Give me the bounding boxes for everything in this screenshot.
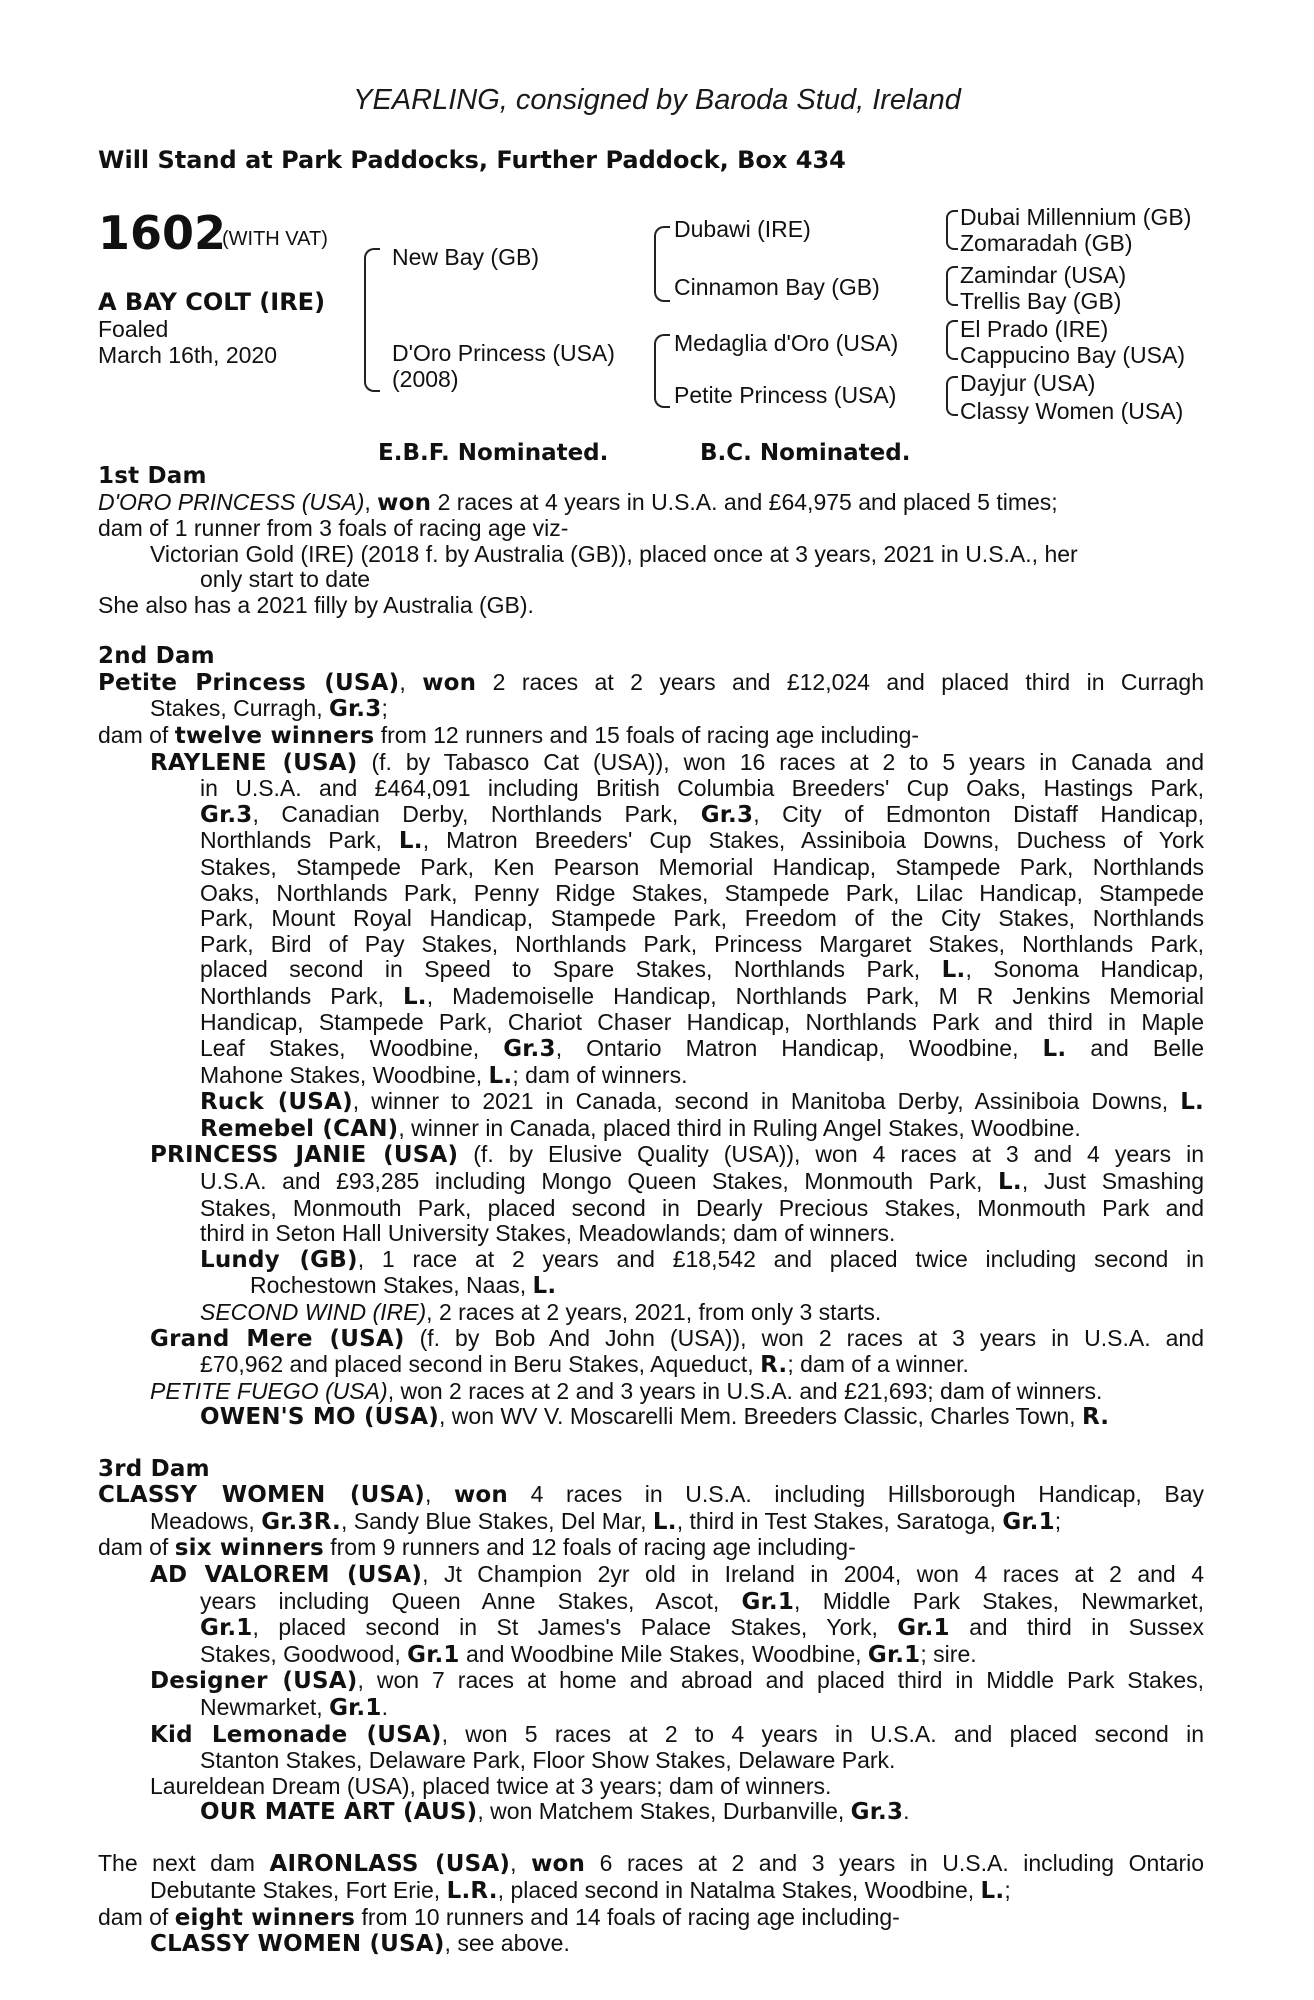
text: , 1 race at 2 years and £18,542 and placed twice including second in xyxy=(357,1245,1204,1272)
princess-janie-line xyxy=(98,1169,1204,1196)
pedigree-g6: Cappucino Bay (USA) xyxy=(960,342,1185,368)
won-label: won xyxy=(377,489,432,516)
kid-lemonade-line xyxy=(98,1722,1204,1749)
horse-name: Remebel (CAN) xyxy=(200,1115,399,1142)
ad-valorem-line xyxy=(98,1615,1204,1642)
grade: Gr.3R. xyxy=(261,1508,341,1535)
text: Rochestown Stakes, Naas, xyxy=(250,1272,533,1299)
text: , placed second in St James's Palace Stakes, York, xyxy=(252,1614,898,1641)
text: (f. by Bob And John (USA)), won 2 races at 3 years in U.S.A. and xyxy=(404,1324,1204,1351)
raylene-line: Park, Mount Royal Handicap, Stampede Park, Freedom of the City Stakes, Northlands xyxy=(200,905,1204,932)
text: , 2 races at 2 years, 2021, from only 3 starts. xyxy=(426,1299,882,1325)
brace-g7 xyxy=(946,376,958,416)
grand-mere-line xyxy=(98,1352,1204,1379)
stand-location: Will Stand at Park Paddocks, Further Paddock, Box 434 xyxy=(98,146,846,174)
text: , Jt Champion 2yr old in Ireland in 2004, won 4 races at 2 and 4 xyxy=(422,1560,1204,1587)
pedigree-dam: D'Oro Princess (USA) xyxy=(392,340,615,366)
princess-janie-line: Stakes, Monmouth Park, placed second in Dearly Precious Stakes, Monmouth Park and xyxy=(200,1194,1204,1221)
text: years including Queen Anne Stakes, Ascot, xyxy=(200,1587,742,1614)
ad-valorem-line xyxy=(98,1562,1204,1589)
dam-name: CLASSY WOMEN (USA) xyxy=(98,1482,425,1509)
produce-entry-cont: only start to date xyxy=(200,566,371,593)
brace-generation-1 xyxy=(364,248,380,392)
won-label: won xyxy=(422,669,477,696)
text: 2 races at 2 years and £12,024 and placed third in Curragh xyxy=(476,668,1205,695)
raylene-line xyxy=(98,802,1204,829)
grade: Gr.1 xyxy=(329,1694,382,1721)
text: , placed second in Natalma Stakes, Woodbine, xyxy=(497,1877,981,1904)
grand-mere-line xyxy=(98,1326,1204,1353)
grade: L. xyxy=(652,1508,677,1535)
text: U.S.A. and £93,285 including Mongo Queen Stakes, Monmouth Park, xyxy=(200,1168,999,1195)
text: £70,962 and placed second in Beru Stakes, Aqueduct, xyxy=(200,1351,761,1378)
grade: L. xyxy=(980,1878,1005,1905)
lundy-line xyxy=(98,1273,1204,1300)
text: Stakes, Curragh, xyxy=(150,695,329,722)
horse-name: CLASSY WOMEN (USA) xyxy=(150,1931,445,1958)
petite-fuego-line xyxy=(98,1379,1204,1405)
grade: L. xyxy=(532,1273,557,1300)
horse-name: OWEN'S MO (USA) xyxy=(200,1404,440,1431)
text: dam of xyxy=(98,1903,175,1930)
text: from 10 runners and 14 foals of racing age including- xyxy=(355,1903,900,1930)
winners-count: eight winners xyxy=(174,1904,356,1931)
text: , Mademoiselle Handicap, Northlands Park, M R Jenkins Memorial xyxy=(426,982,1204,1009)
won-label: won xyxy=(531,1851,586,1878)
kid-lemonade-line: Stanton Stakes, Delaware Park, Floor Show Stakes, Delaware Park. xyxy=(200,1747,896,1774)
text: Debutante Stakes, Fort Erie, xyxy=(150,1877,447,1904)
grade: Gr.1 xyxy=(407,1641,460,1668)
text: placed second in Speed to Spare Stakes, Northlands Park, xyxy=(200,956,942,983)
text: and third in Sussex xyxy=(949,1614,1204,1641)
first-dam-line xyxy=(98,490,1204,517)
grade: L. xyxy=(998,1169,1022,1196)
text: Mahone Stakes, Woodbine, xyxy=(200,1061,489,1088)
ebf-nomination: E.B.F. Nominated. xyxy=(378,440,609,466)
text: Leaf Stakes, Woodbine, xyxy=(200,1035,504,1062)
horse-name: PETITE FUEGO (USA) xyxy=(150,1377,388,1404)
ad-valorem-line xyxy=(98,1589,1204,1616)
pedigree-g8: Classy Women (USA) xyxy=(960,398,1184,424)
text: , won Matchem Stakes, Durbanville, xyxy=(477,1798,851,1825)
pedigree-sire: New Bay (GB) xyxy=(392,244,539,270)
text: , winner to 2021 in Canada, second in Manitoba Derby, Assiniboia Downs, xyxy=(352,1088,1181,1115)
pedigree-g7: Dayjur (USA) xyxy=(960,370,1096,396)
text: 6 races at 2 and 3 years in U.S.A. including Ontario xyxy=(585,1850,1205,1877)
our-mate-art-line xyxy=(98,1799,1204,1826)
pedigree-dam-dam: Petite Princess (USA) xyxy=(674,382,897,408)
pedigree-g5: El Prado (IRE) xyxy=(960,316,1109,342)
text: Meadows, xyxy=(150,1507,262,1534)
text: , Canadian Derby, Northlands Park, xyxy=(252,800,701,827)
winners-count: twelve winners xyxy=(174,722,375,749)
grade: L. xyxy=(941,957,966,984)
text: ; sire. xyxy=(920,1640,977,1667)
grade: Gr.1 xyxy=(741,1588,795,1615)
raylene-line: Park, Bird of Pay Stakes, Northlands Park, Princess Margaret Stakes, Northlands Park, xyxy=(200,930,1204,957)
next-dam-line xyxy=(98,1851,1204,1878)
text: , won 5 races at 2 to 4 years in U.S.A. and placed second in xyxy=(441,1720,1204,1747)
horse-name: AD VALOREM (USA) xyxy=(150,1561,423,1588)
raylene-line xyxy=(98,984,1204,1011)
won-label: won xyxy=(453,1482,508,1509)
horse-name: PRINCESS JANIE (USA) xyxy=(150,1142,459,1169)
text: (f. by Tabasco Cat (USA)), won 16 races at 2 to 5 years in Canada and xyxy=(357,748,1204,775)
raylene-line: Oaks, Northlands Park, Penny Ridge Stakes, Stampede Park, Lilac Handicap, Stampede xyxy=(200,879,1204,906)
text: , xyxy=(424,1481,454,1508)
grade: L.R. xyxy=(446,1878,498,1905)
text: Northlands Park, xyxy=(200,982,403,1009)
next-dam-line-cont xyxy=(98,1878,1204,1905)
text: Newmarket, xyxy=(200,1693,330,1720)
text: (f. by Elusive Quality (USA)), won 4 races at 3 and 4 years in xyxy=(458,1141,1204,1168)
grade: Gr.3 xyxy=(700,801,754,828)
bc-nomination: B.C. Nominated. xyxy=(700,440,911,466)
brace-g5 xyxy=(946,320,958,360)
grade: Gr.1 xyxy=(200,1615,253,1642)
text: 4 races in U.S.A. including Hillsborough Handicap, Bay xyxy=(507,1481,1204,1508)
raylene-line xyxy=(98,1036,1204,1063)
grade: L. xyxy=(1180,1089,1204,1116)
raylene-line xyxy=(98,750,1204,777)
raylene-line: in U.S.A. and £464,091 including British Columbia Breeders' Cup Oaks, Hastings Park, xyxy=(200,775,1204,802)
text: . xyxy=(903,1798,910,1825)
grade: Gr.1 xyxy=(867,1641,921,1668)
text: , xyxy=(510,1850,532,1877)
text: , won 7 races at home and abroad and placed third in Middle Park Stakes, xyxy=(357,1667,1204,1694)
horse-name: OUR MATE ART (AUS) xyxy=(200,1799,478,1826)
second-dam-line-cont xyxy=(98,696,1204,723)
raylene-line: Stakes, Stampede Park, Ken Pearson Memorial Handicap, Stampede Park, Northlands xyxy=(200,853,1204,880)
text: ; dam of a winner. xyxy=(787,1351,969,1378)
grade: Gr.1 xyxy=(897,1615,950,1642)
pedigree-g1: Dubai Millennium (GB) xyxy=(960,204,1192,230)
first-dam-note: She also has a 2021 filly by Australia (GB). xyxy=(98,591,534,618)
text: The next dam xyxy=(98,1850,270,1877)
text: from 12 runners and 15 foals of racing age including- xyxy=(374,721,920,748)
pedigree-g3: Zamindar (USA) xyxy=(960,262,1127,288)
text: , xyxy=(364,488,378,515)
text: dam of xyxy=(98,721,175,748)
raylene-line xyxy=(98,957,1204,984)
dam-name: D'ORO PRINCESS (USA) xyxy=(98,488,365,515)
text: , Sandy Blue Stakes, Del Mar, xyxy=(340,1507,653,1534)
text: ; xyxy=(1054,1507,1062,1534)
text: , winner in Canada, placed third in Ruling Angel Stakes, Woodbine. xyxy=(398,1114,1081,1141)
pedigree-dam-year: (2008) xyxy=(392,366,459,392)
grade: Gr.3 xyxy=(850,1799,904,1826)
text: 2 races at 4 years in U.S.A. and £64,975 and placed 5 times; xyxy=(431,488,1058,515)
remebel-line xyxy=(98,1116,1204,1143)
princess-janie-line xyxy=(98,1142,1204,1169)
grade: Gr.3 xyxy=(200,801,253,828)
brace-g3 xyxy=(946,266,958,306)
winners-count: six winners xyxy=(174,1535,324,1562)
brace-dam-line xyxy=(654,334,670,408)
dam-name: Petite Princess (USA) xyxy=(98,669,400,696)
next-dam-produce-line xyxy=(98,1905,1204,1932)
grade: Gr.3 xyxy=(503,1036,556,1063)
text: and Belle xyxy=(1066,1035,1204,1062)
horse-name: Ruck (USA) xyxy=(200,1089,353,1116)
pedigree-notes xyxy=(98,464,1204,1958)
designer-line xyxy=(98,1668,1204,1695)
text: , see above. xyxy=(444,1930,570,1957)
second-dam-line xyxy=(98,670,1204,697)
foaled-label: Foaled xyxy=(98,316,169,342)
first-dam-heading: 1st Dam xyxy=(98,463,207,489)
text: Northlands Park, xyxy=(200,827,399,854)
third-dam-produce-line xyxy=(98,1535,1204,1562)
page-title: YEARLING, consigned by Baroda Stud, Ireland xyxy=(353,84,961,116)
grade: Gr.3 xyxy=(328,696,382,723)
text: , xyxy=(399,668,423,695)
horse-name: Grand Mere (USA) xyxy=(150,1325,405,1352)
owens-mo-line xyxy=(98,1404,1204,1431)
text: . xyxy=(381,1693,388,1720)
foaled-date: March 16th, 2020 xyxy=(98,342,278,368)
horse-name: Designer (USA) xyxy=(150,1668,358,1695)
brace-g1 xyxy=(946,210,958,250)
grade: L. xyxy=(402,983,427,1010)
text: and Woodbine Mile Stakes, Woodbine, xyxy=(459,1640,868,1667)
horse-name: A BAY COLT (IRE) xyxy=(98,288,326,316)
raylene-line xyxy=(98,1063,1204,1090)
text: ; dam of winners. xyxy=(512,1061,688,1088)
grade: Gr.1 xyxy=(1002,1508,1055,1535)
ruck-line xyxy=(98,1089,1204,1116)
text: , City of Edmonton Distaff Handicap, xyxy=(753,800,1204,827)
text: , won 2 races at 2 and 3 years in U.S.A. and £21,693; dam of winners. xyxy=(387,1377,1103,1404)
pedigree-g2: Zomaradah (GB) xyxy=(960,230,1133,256)
second-dam-heading: 2nd Dam xyxy=(98,643,215,670)
text: ; xyxy=(1004,1877,1011,1904)
vat-note: (WITH VAT) xyxy=(222,228,328,250)
grade: R. xyxy=(1081,1404,1110,1431)
laureldean-dream-line: Laureldean Dream (USA), placed twice at 3 years; dam of winners. xyxy=(150,1772,832,1799)
third-dam-line-cont xyxy=(98,1509,1204,1536)
horse-name: SECOND WIND (IRE) xyxy=(200,1299,427,1325)
text: , Just Smashing xyxy=(1021,1168,1204,1195)
raylene-line xyxy=(98,828,1204,855)
pedigree-g4: Trellis Bay (GB) xyxy=(960,288,1122,314)
raylene-line: Handicap, Stampede Park, Chariot Chaser Handicap, Northlands Park and third in Maple xyxy=(200,1009,1204,1036)
grade: L. xyxy=(488,1062,513,1089)
second-dam-produce-line xyxy=(98,723,1204,750)
ad-valorem-line xyxy=(98,1642,1204,1669)
classy-women-ref-line xyxy=(98,1931,1204,1958)
text: , Sonoma Handicap, xyxy=(965,956,1204,983)
dam-name: AIRONLASS (USA) xyxy=(269,1851,511,1878)
text: from 9 runners and 12 foals of racing age including- xyxy=(323,1534,856,1561)
horse-name: Lundy (GB) xyxy=(200,1246,358,1273)
second-wind-line xyxy=(98,1300,1204,1326)
horse-name: Kid Lemonade (USA) xyxy=(150,1721,442,1748)
grade: L. xyxy=(398,828,423,855)
text: ; xyxy=(381,695,388,722)
horse-name: RAYLENE (USA) xyxy=(150,749,358,776)
grade: R. xyxy=(760,1352,788,1379)
produce-entry: Victorian Gold (IRE) (2018 f. by Australia (GB)), placed once at 3 years, 2021 in U.S.A., her xyxy=(150,540,1078,567)
lundy-line xyxy=(98,1247,1204,1274)
text: , Matron Breeders' Cup Stakes, Assiniboia Downs, Duchess of York xyxy=(422,827,1204,854)
third-dam-line xyxy=(98,1482,1204,1509)
text: , third in Test Stakes, Saratoga, xyxy=(676,1507,1003,1534)
grade: L. xyxy=(1042,1036,1067,1063)
designer-line xyxy=(98,1695,1204,1722)
pedigree-dam-sire: Medaglia d'Oro (USA) xyxy=(674,330,899,356)
princess-janie-line: third in Seton Hall University Stakes, Meadowlands; dam of winners. xyxy=(200,1220,896,1247)
text: Stakes, Goodwood, xyxy=(200,1640,408,1667)
first-dam-produce-line: dam of 1 runner from 3 foals of racing age viz- xyxy=(98,515,569,542)
pedigree-sire-sire: Dubawi (IRE) xyxy=(674,216,811,242)
third-dam-heading: 3rd Dam xyxy=(98,1455,210,1482)
text: dam of xyxy=(98,1534,175,1561)
pedigree-sire-dam: Cinnamon Bay (GB) xyxy=(674,274,880,300)
text: , Middle Park Stakes, Newmarket, xyxy=(794,1587,1204,1614)
lot-number: 1602 xyxy=(98,206,227,260)
text: , Ontario Matron Handicap, Woodbine, xyxy=(555,1035,1043,1062)
text: , won WV V. Moscarelli Mem. Breeders Classic, Charles Town, xyxy=(439,1403,1082,1430)
brace-sire-line xyxy=(654,226,670,302)
